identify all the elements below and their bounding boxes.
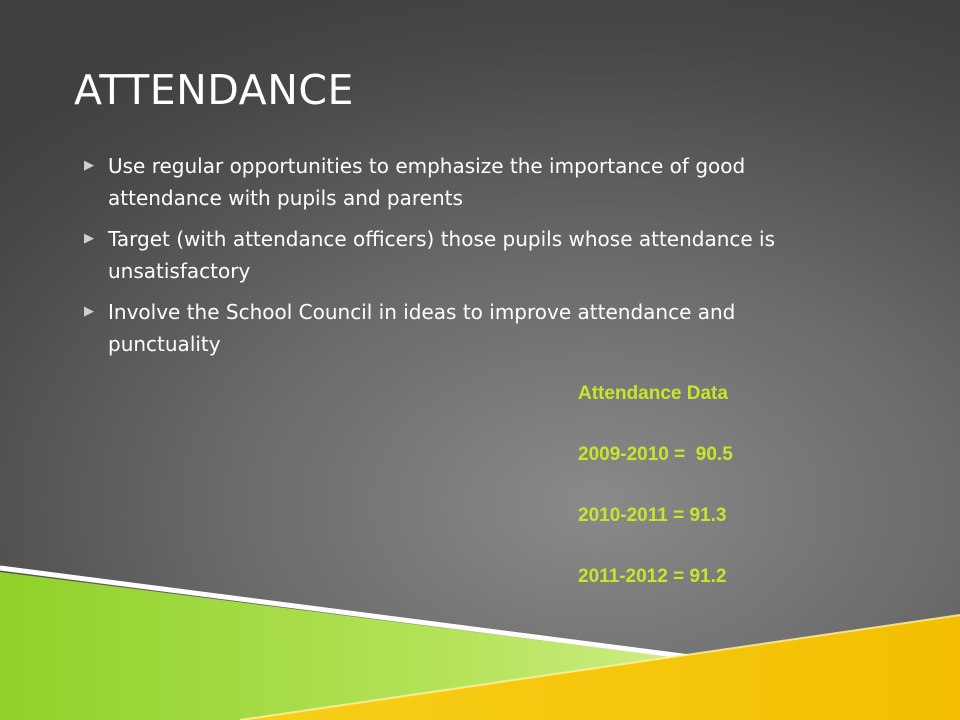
triangle-right-icon: ▶: [84, 158, 94, 173]
bullet-list: [84, 150, 824, 369]
attendance-row: 2010-2011 = 91.3: [578, 505, 727, 526]
bullet-text: Involve the School Council in ideas to improve attendance and punctuality: [108, 300, 736, 356]
attendance-data-box: [578, 383, 733, 627]
bullet-item: [84, 150, 824, 214]
triangle-right-icon: ▶: [84, 231, 94, 246]
attendance-row: 2009-2010 = 90.5: [578, 444, 733, 465]
slide-title: ATTENDANCE: [74, 66, 354, 114]
attendance-data-title: Attendance Data: [578, 383, 728, 404]
bullet-item: [84, 296, 824, 360]
triangle-right-icon: ▶: [84, 304, 94, 319]
bullet-text: Target (with attendance officers) those pupils whose attendance is unsatisfactory: [108, 227, 776, 283]
attendance-row: 2011-2012 = 91.2: [578, 566, 727, 587]
bullet-item: [84, 223, 824, 287]
bullet-text: Use regular opportunities to emphasize the importance of good attendance with pupils and parents: [108, 154, 746, 210]
